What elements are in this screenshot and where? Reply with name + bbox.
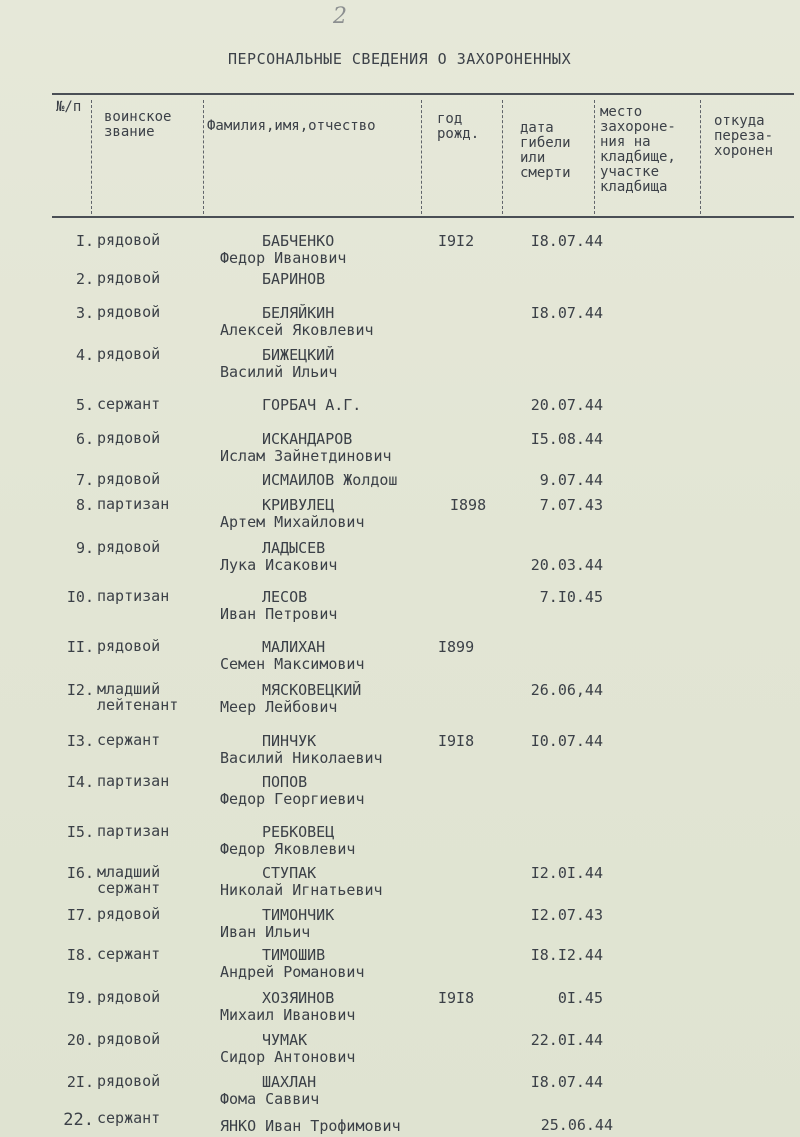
header-birth-year: год рожд. — [437, 111, 480, 142]
row-rank: партизан — [97, 495, 170, 513]
row-given-names: Иван Ильич — [220, 923, 311, 941]
row-given-names: Семен Максимович — [220, 655, 365, 673]
row-number: II. — [66, 638, 94, 656]
row-birth-year: I9I8 — [438, 732, 475, 750]
row-death-date: I8.07.44 — [530, 304, 603, 322]
row-surname: МАЛИХАН — [262, 638, 326, 656]
row-surname: БАБЧЕНКО — [262, 232, 335, 250]
header-name: Фамилия,имя,отчество — [207, 118, 376, 134]
row-given-names: Михаил Иванович — [220, 1006, 356, 1024]
row-number: I5. — [66, 823, 94, 841]
row-given-names: Иван Петрович — [220, 605, 338, 623]
row-number: I3. — [66, 732, 94, 750]
column-divider — [700, 100, 701, 214]
row-given-names: Артем Михайлович — [220, 513, 365, 531]
row-given-names: Николай Игнатьевич — [220, 881, 383, 899]
row-birth-year: I9I8 — [438, 989, 475, 1007]
row-rank: рядовой — [97, 470, 161, 488]
row-death-date: I8.07.44 — [530, 232, 603, 250]
row-death-date: I8.I2.44 — [530, 946, 603, 964]
row-rank: рядовой — [97, 988, 161, 1006]
row-death-date: 7.07.43 — [539, 496, 603, 514]
header-bottom-rule — [52, 216, 794, 218]
row-surname: ХОЗЯИНОВ — [262, 989, 335, 1007]
row-number: I9. — [66, 989, 94, 1007]
column-divider — [421, 100, 422, 214]
row-number: 2I. — [66, 1073, 94, 1091]
row-rank: сержант — [97, 945, 161, 963]
row-death-date: 20.03.44 — [530, 556, 603, 574]
row-surname: ПИНЧУК — [262, 732, 317, 750]
row-given-names: Федор Яковлевич — [220, 840, 356, 858]
row-rank: рядовой — [97, 1030, 161, 1048]
row-rank: рядовой — [97, 269, 161, 287]
row-number: 5. — [75, 396, 94, 414]
row-death-date: 20.07.44 — [530, 396, 603, 414]
row-surname: РЕБКОВЕЦ — [262, 823, 335, 841]
row-surname: ЧУМАК — [262, 1031, 308, 1049]
row-death-date: I2.0I.44 — [530, 864, 603, 882]
header-reburied-from: откуда переза- хоронен — [714, 113, 774, 159]
document-title: ПЕРСОНАЛЬНЫЕ СВЕДЕНИЯ О ЗАХОРОНЕННЫХ — [228, 50, 572, 68]
header-top-rule — [52, 93, 794, 95]
row-birth-year: I898 — [450, 496, 487, 514]
row-number: I6. — [66, 864, 94, 882]
row-death-date: I8.07.44 — [530, 1073, 603, 1091]
row-rank: сержант — [97, 731, 161, 749]
row-death-date: I5.08.44 — [530, 430, 603, 448]
column-divider — [91, 100, 92, 214]
row-rank: рядовой — [97, 637, 161, 655]
header-burial-place: место захороне- ния на кладбище, участке кладбища — [600, 104, 676, 195]
row-surname: БИЖЕЦКИЙ — [262, 346, 335, 364]
row-given-names: Федор Георгиевич — [220, 790, 365, 808]
row-rank: рядовой — [97, 231, 161, 249]
row-rank: сержант — [97, 1109, 161, 1127]
row-surname: СТУПАК — [262, 864, 317, 882]
column-divider — [203, 100, 204, 214]
row-surname: ТИМОНЧИК — [262, 906, 335, 924]
row-given-names: Василий Ильич — [220, 363, 338, 381]
row-rank: партизан — [97, 772, 170, 790]
row-given-names: Федор Иванович — [220, 249, 347, 267]
row-rank: сержант — [97, 395, 161, 413]
row-surname: ИСКАНДАРОВ — [262, 430, 353, 448]
row-death-date: I0.07.44 — [530, 732, 603, 750]
row-rank: рядовой — [97, 1072, 161, 1090]
row-rank: партизан — [97, 587, 170, 605]
row-death-date: I2.07.43 — [530, 906, 603, 924]
row-surname: БАРИНОВ — [262, 270, 326, 288]
row-rank: рядовой — [97, 429, 161, 447]
header-rank: воинское звание — [104, 109, 172, 140]
row-number: I7. — [66, 906, 94, 924]
row-given-names: Ислам Зайнетдинович — [220, 447, 392, 465]
row-surname: КРИВУЛЕЦ — [262, 496, 335, 514]
row-given-names: Меер Лейбович — [220, 698, 338, 716]
row-surname: ПОПОВ — [262, 773, 308, 791]
row-number: 8. — [75, 496, 94, 514]
row-death-date: 9.07.44 — [539, 471, 603, 489]
row-number: 22. — [63, 1110, 94, 1130]
column-divider — [502, 100, 503, 214]
row-number: I0. — [66, 588, 94, 606]
row-surname: ШАХЛАН — [262, 1073, 317, 1091]
row-number: I4. — [66, 773, 94, 791]
row-number: 20. — [66, 1031, 94, 1049]
row-number: 2. — [75, 270, 94, 288]
column-divider — [594, 100, 595, 214]
row-given-names: Алексей Яковлевич — [220, 321, 374, 339]
row-full-name: ЯНКО Иван Трофимович — [220, 1117, 401, 1135]
row-given-names: Фома Саввич — [220, 1090, 320, 1108]
row-rank: младший сержант — [97, 863, 161, 897]
row-death-date: 25.06.44 — [540, 1116, 613, 1134]
row-rank: рядовой — [97, 303, 161, 321]
header-death-date: дата гибели или смерти — [520, 120, 571, 181]
row-birth-year: I899 — [438, 638, 475, 656]
row-surname: ЛАДЫСЕВ — [262, 539, 326, 557]
row-rank: младший лейтенант — [97, 680, 179, 714]
row-rank: рядовой — [97, 905, 161, 923]
row-birth-year: I9I2 — [438, 232, 475, 250]
row-surname: ГОРБАЧ А.Г. — [262, 396, 362, 414]
row-rank: рядовой — [97, 538, 161, 556]
row-surname: МЯСКОВЕЦКИЙ — [262, 681, 362, 699]
row-death-date: 0I.45 — [557, 989, 603, 1007]
row-given-names: Андрей Романович — [220, 963, 365, 981]
row-rank: рядовой — [97, 345, 161, 363]
row-number: 6. — [75, 430, 94, 448]
row-surname: ЛЕСОВ — [262, 588, 308, 606]
row-number: 4. — [75, 346, 94, 364]
row-death-date: 26.06,44 — [530, 681, 603, 699]
row-surname: БЕЛЯЙКИН — [262, 304, 335, 322]
row-full-name: ИСМАИЛОВ Жолдош — [262, 471, 398, 489]
row-given-names: Сидор Антонович — [220, 1048, 356, 1066]
row-number: I8. — [66, 946, 94, 964]
row-given-names: Лука Исакович — [220, 556, 338, 574]
row-surname: ТИМОШИВ — [262, 946, 326, 964]
row-death-date: 22.0I.44 — [530, 1031, 603, 1049]
page-number: 2 — [333, 4, 347, 29]
row-number: 3. — [75, 304, 94, 322]
row-given-names: Василий Николаевич — [220, 749, 383, 767]
row-rank: партизан — [97, 822, 170, 840]
row-number: I2. — [66, 681, 94, 699]
row-number: I. — [75, 232, 94, 250]
header-num: №/п — [56, 99, 82, 115]
row-death-date: 7.I0.45 — [539, 588, 603, 606]
row-number: 9. — [75, 539, 94, 557]
row-number: 7. — [75, 471, 94, 489]
